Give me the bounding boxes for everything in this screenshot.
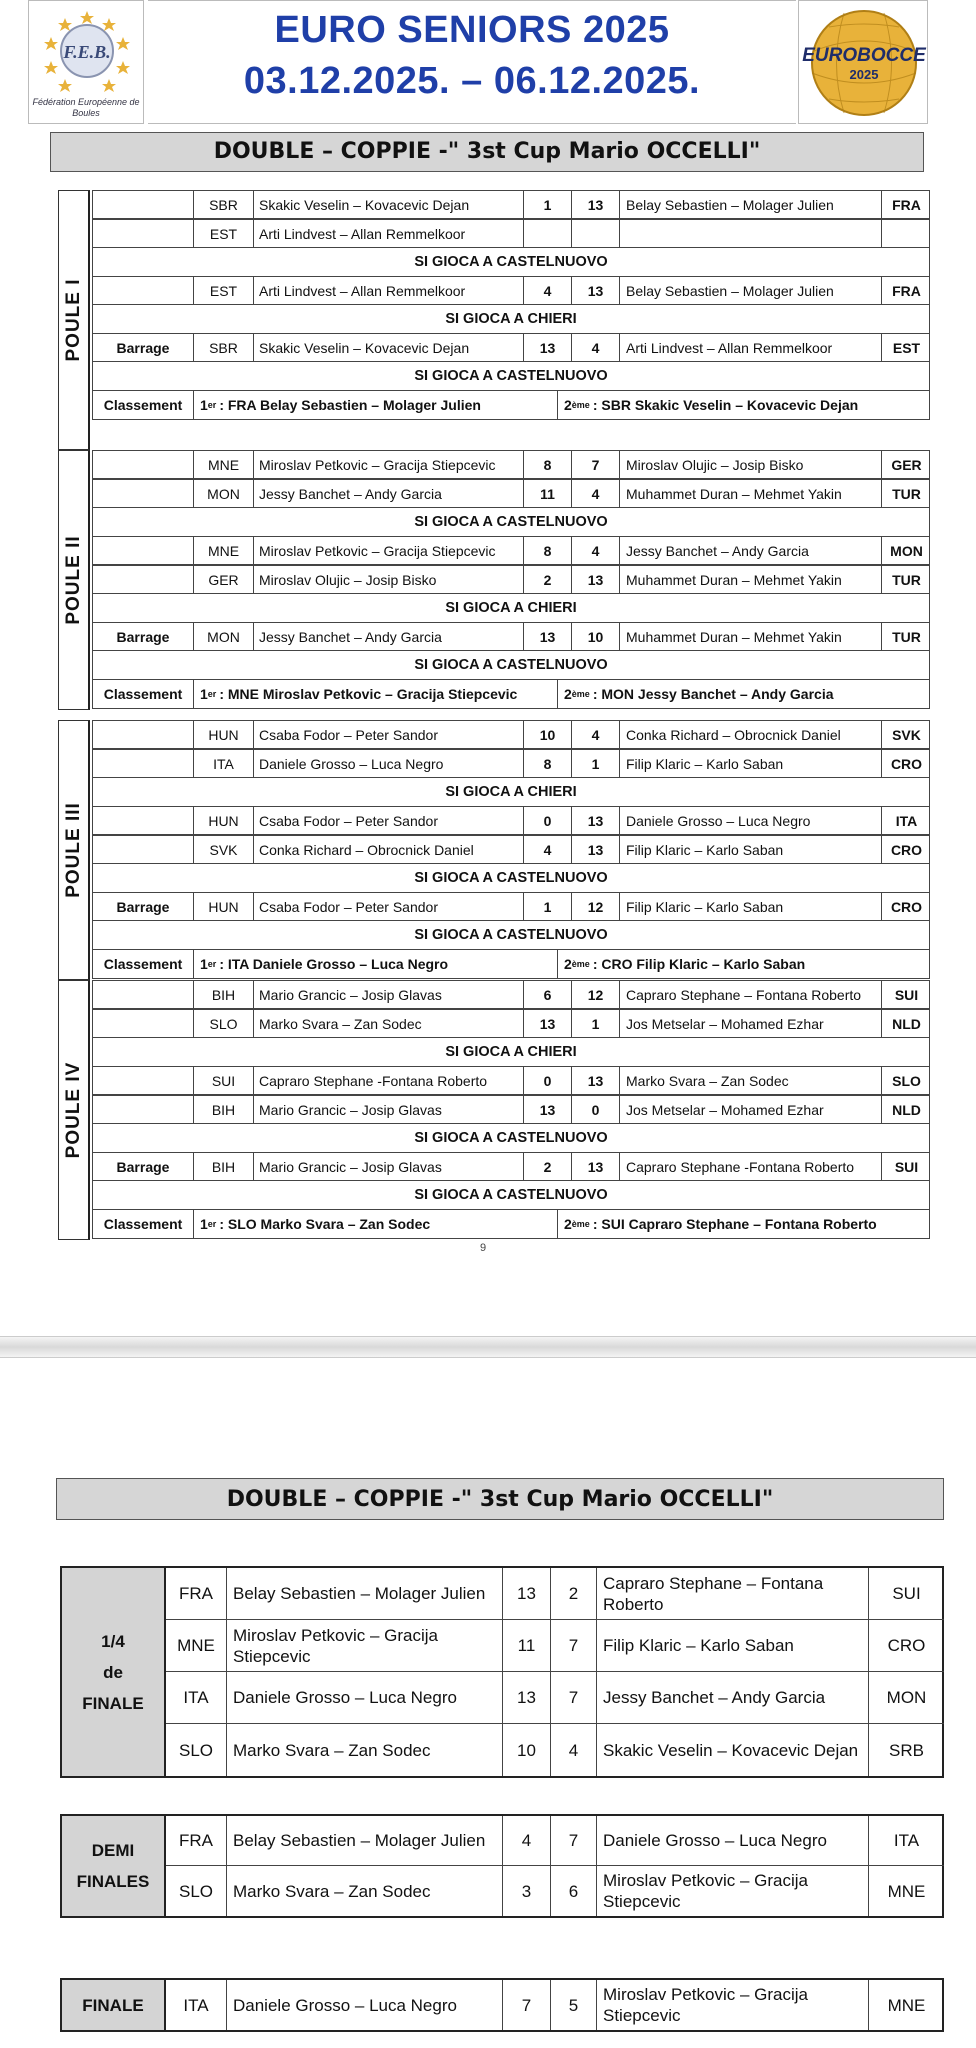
team-code: ITA: [183, 1995, 209, 2015]
team-code: SBR: [193, 334, 253, 361]
stage-label: [62, 1980, 166, 2030]
barrage-label: Barrage: [116, 339, 170, 356]
team-code: SLO: [193, 1010, 253, 1037]
classement-row: [92, 390, 930, 420]
score-right: 10: [571, 623, 619, 650]
rank-number: 1: [200, 686, 208, 702]
score-left: 10: [523, 721, 571, 748]
pair-name: Belay Sebastien – Molager Julien: [226, 1568, 502, 1619]
team-code: HUN: [193, 721, 253, 748]
opponent-team-code: CRO: [881, 750, 931, 777]
rank-number: 1: [200, 956, 208, 972]
semi-final-table: [60, 1814, 944, 1918]
venue-note: SI GIOCA A CHIERI: [92, 778, 930, 806]
classement-label: Classement: [103, 956, 183, 972]
opponent-pair-name: Capraro Stephane – Fontana Roberto: [619, 981, 881, 1008]
team-code: MON: [193, 480, 253, 507]
venue-note: SI GIOCA A CHIERI: [92, 1038, 930, 1066]
score-left: 11: [502, 1620, 550, 1671]
poule-block: [58, 720, 930, 982]
score-left: 10: [502, 1724, 550, 1776]
opponent-team-code: MNE: [868, 1980, 944, 2030]
score-left: 13: [502, 1568, 550, 1619]
document-header: [28, 0, 974, 126]
pair-name: Conka Richard – Obrocnick Daniel: [253, 836, 523, 863]
opponent-pair-name: Filip Klaric – Karlo Saban: [619, 836, 881, 863]
opponent-team-code: ITA: [868, 1816, 944, 1865]
score-left: 7: [502, 1980, 550, 2030]
score-left: 0: [523, 807, 571, 834]
page-separator: [0, 1336, 976, 1358]
poule-label: [58, 450, 90, 710]
match-row: [92, 1009, 930, 1038]
poule-block: [58, 450, 930, 712]
opponent-pair-name: Conka Richard – Obrocnick Daniel: [619, 721, 881, 748]
stage-label-text: [77, 1835, 150, 1897]
poule-name: POULE III: [62, 802, 84, 898]
pair-name: Arti Lindvest – Allan Remmelkoor: [253, 277, 523, 304]
classement-first: [193, 680, 557, 708]
stage-label-line: DEMI: [91, 1841, 135, 1860]
classement-row: [92, 949, 930, 979]
team-code: SUI: [193, 1067, 253, 1094]
score-right: 5: [550, 1980, 596, 2030]
feb-emblem-icon: [29, 1, 145, 97]
opponent-pair-name: Miroslav Petkovic – Gracija Stiepcevic: [596, 1980, 868, 2030]
final-match-row: [166, 1620, 944, 1672]
eurobocce-name-text: EUROBOCCE: [802, 45, 926, 66]
barrage-label: Barrage: [116, 898, 170, 915]
match-row: [92, 1152, 930, 1181]
opponent-team-code: SUI: [868, 1568, 944, 1619]
venue-note: SI GIOCA A CASTELNUOVO: [92, 1181, 930, 1209]
pair-name: Marko Svara – Zan Sodec: [253, 1010, 523, 1037]
poule-label: [58, 720, 90, 980]
quarter-final-table: [60, 1566, 944, 1778]
team-code: MON: [193, 623, 253, 650]
barrage-label: Barrage: [116, 628, 170, 645]
poule-name: POULE I: [62, 278, 84, 362]
stage-label: [62, 1816, 166, 1916]
match-row: [92, 622, 930, 651]
score-right: 1: [571, 1010, 619, 1037]
opponent-pair-name: Jos Metselar – Mohamed Ezhar: [619, 1010, 881, 1037]
pair-name: Daniele Grosso – Luca Negro: [253, 750, 523, 777]
pair-name: Arti Lindvest – Allan Remmelkoor: [253, 220, 523, 247]
score-right: 6: [550, 1866, 596, 1916]
classement-second: [557, 950, 931, 978]
match-row: [92, 276, 930, 305]
opponent-pair-name: Miroslav Olujic – Josip Bisko: [619, 451, 881, 478]
classement-label: Classement: [103, 397, 183, 413]
stage-label-text: [82, 1626, 143, 1719]
match-row: [92, 479, 930, 508]
opponent-pair-name: Belay Sebastien – Molager Julien: [619, 277, 881, 304]
team-code: SBR: [193, 191, 253, 218]
opponent-team-code: MNE: [868, 1866, 944, 1916]
rank-suffix: ème: [571, 400, 590, 410]
opponent-pair-name: Filip Klaric – Karlo Saban: [619, 750, 881, 777]
rank-number: 1: [200, 1216, 208, 1232]
opponent-team-code: SRB: [868, 1724, 944, 1776]
final-match-row: [166, 1724, 944, 1776]
first-place-team: : FRA Belay Sebastien – Molager Julien: [219, 397, 481, 413]
opponent-pair-name: Jessy Banchet – Andy Garcia: [619, 537, 881, 564]
pair-name: Skakic Veselin – Kovacevic Dejan: [253, 191, 523, 218]
opponent-team-code: SUI: [881, 981, 931, 1008]
score-left: 2: [523, 1153, 571, 1180]
pair-name: Skakic Veselin – Kovacevic Dejan: [253, 334, 523, 361]
opponent-team-code: MON: [881, 537, 931, 564]
team-code: ITA: [183, 1688, 209, 1707]
poule-name: POULE IV: [62, 1061, 84, 1159]
opponent-team-code: SLO: [881, 1067, 931, 1094]
opponent-pair-name: Miroslav Petkovic – Gracija Stiepcevic: [596, 1866, 868, 1916]
opponent-team-code: CRO: [868, 1620, 944, 1671]
classement-row: [92, 1209, 930, 1239]
match-row: [92, 980, 930, 1009]
score-right: 7: [550, 1672, 596, 1723]
classement-label: Classement: [103, 1216, 183, 1232]
opponent-pair-name: Jos Metselar – Mohamed Ezhar: [619, 1096, 881, 1123]
rank-number: 2: [564, 956, 572, 972]
stage-label-line: FINALE: [82, 1693, 144, 1713]
stage-label-line: FINALE: [82, 1995, 144, 2015]
rank-suffix: ème: [571, 959, 590, 969]
match-row: [92, 333, 930, 362]
score-right: 4: [571, 537, 619, 564]
opponent-team-code: TUR: [881, 480, 931, 507]
classement-first: [193, 1210, 557, 1238]
opponent-pair-name: Filip Klaric – Karlo Saban: [596, 1620, 868, 1671]
rank-suffix: ème: [571, 689, 590, 699]
classement-second: [557, 1210, 931, 1238]
first-place-team: : ITA Daniele Grosso – Luca Negro: [219, 956, 449, 972]
team-code: HUN: [193, 893, 253, 920]
score-left: 4: [523, 277, 571, 304]
opponent-team-code: EST: [881, 334, 931, 361]
pair-name: Daniele Grosso – Luca Negro: [226, 1980, 502, 2030]
final-match-row: [166, 1816, 944, 1866]
event-title-block: [148, 0, 796, 124]
second-place-team: : CRO Filip Klaric – Karlo Saban: [592, 956, 806, 972]
final-match-row: [166, 1866, 944, 1916]
feb-caption: Fédération Européenne de Boules: [32, 97, 140, 118]
poule-label: [58, 190, 90, 450]
score-right: 13: [571, 836, 619, 863]
team-code: FRA: [179, 1831, 213, 1850]
opponent-team-code: GER: [881, 451, 931, 478]
pair-name: Miroslav Petkovic – Gracija Stiepcevic: [253, 537, 523, 564]
opponent-team-code: TUR: [881, 566, 931, 593]
rank-suffix: er: [207, 689, 217, 699]
score-right: 13: [571, 1153, 619, 1180]
venue-note: SI GIOCA A CASTELNUOVO: [92, 248, 930, 276]
score-left: 8: [523, 451, 571, 478]
stage-label-line: de: [103, 1662, 123, 1682]
team-code: FRA: [179, 1584, 213, 1603]
score-right: 13: [571, 1067, 619, 1094]
classement-label: Classement: [103, 686, 183, 702]
team-code: MNE: [193, 537, 253, 564]
pair-name: Csaba Fodor – Peter Sandor: [253, 721, 523, 748]
rank-number: 2: [564, 1216, 572, 1232]
feb-logo: [28, 0, 144, 124]
team-code: BIH: [193, 1096, 253, 1123]
final-match-row: [166, 1672, 944, 1724]
score-right: 7: [571, 451, 619, 478]
second-place-team: : MON Jessy Banchet – Andy Garcia: [592, 686, 834, 702]
opponent-team-code: SVK: [881, 721, 931, 748]
score-right: [571, 220, 619, 247]
opponent-pair-name: [619, 220, 881, 247]
second-place-team: : SUI Capraro Stephane – Fontana Roberto: [592, 1216, 877, 1232]
rank-number: 2: [564, 686, 572, 702]
opponent-pair-name: Muhammet Duran – Mehmet Yakin: [619, 566, 881, 593]
match-row: [92, 450, 930, 479]
venue-note: SI GIOCA A CASTELNUOVO: [92, 921, 930, 949]
rank-suffix: ème: [571, 1219, 590, 1229]
pair-name: Csaba Fodor – Peter Sandor: [253, 893, 523, 920]
score-right: 13: [571, 277, 619, 304]
team-code: ITA: [193, 750, 253, 777]
pair-name: Mario Grancic – Josip Glavas: [253, 1096, 523, 1123]
score-left: 4: [502, 1816, 550, 1865]
final-match-row: [166, 1980, 944, 2030]
pair-name: Belay Sebastien – Molager Julien: [226, 1816, 502, 1865]
pair-name: Mario Grancic – Josip Glavas: [253, 1153, 523, 1180]
match-row: [92, 536, 930, 565]
score-right: 13: [571, 807, 619, 834]
feb-abbrev-text: F.E.B.: [63, 42, 111, 62]
first-place-team: : SLO Marko Svara – Zan Sodec: [219, 1216, 431, 1232]
classement-second: [557, 391, 931, 419]
opponent-pair-name: Muhammet Duran – Mehmet Yakin: [619, 480, 881, 507]
score-right: 13: [571, 191, 619, 218]
team-code: EST: [193, 277, 253, 304]
match-row: [92, 219, 930, 248]
score-right: 4: [571, 334, 619, 361]
opponent-pair-name: Filip Klaric – Karlo Saban: [619, 893, 881, 920]
score-left: 13: [523, 1010, 571, 1037]
team-code: MNE: [177, 1636, 215, 1655]
second-place-team: : SBR Skakic Veselin – Kovacevic Dejan: [592, 397, 859, 413]
score-right: 1: [571, 750, 619, 777]
poule-name: POULE II: [62, 535, 84, 625]
venue-note: SI GIOCA A CHIERI: [92, 305, 930, 333]
stage-label: [62, 1568, 166, 1776]
barrage-label: Barrage: [116, 1158, 170, 1175]
match-row: [92, 749, 930, 778]
stage-label-line: 1/4: [101, 1631, 125, 1651]
eurobocce-year-text: 2025: [849, 67, 879, 82]
opponent-pair-name: Daniele Grosso – Luca Negro: [619, 807, 881, 834]
opponent-team-code: NLD: [881, 1010, 931, 1037]
score-left: 4: [523, 836, 571, 863]
team-code: SVK: [193, 836, 253, 863]
score-left: 13: [523, 1096, 571, 1123]
page-number: 9: [480, 1242, 487, 1254]
opponent-pair-name: Muhammet Duran – Mehmet Yakin: [619, 623, 881, 650]
opponent-pair-name: Marko Svara – Zan Sodec: [619, 1067, 881, 1094]
team-code: HUN: [193, 807, 253, 834]
team-code: EST: [193, 220, 253, 247]
section-title-banner: DOUBLE – COPPIE -" 3st Cup Mario OCCELLI": [50, 132, 924, 172]
rank-number: 2: [564, 397, 572, 413]
score-left: 0: [523, 1067, 571, 1094]
score-left: 1: [523, 191, 571, 218]
venue-note: SI GIOCA A CASTELNUOVO: [92, 508, 930, 536]
score-left: 11: [523, 480, 571, 507]
opponent-team-code: SUI: [881, 1153, 931, 1180]
eurobocce-ball-icon: [799, 1, 929, 125]
classement-second: [557, 680, 931, 708]
pair-name: Capraro Stephane -Fontana Roberto: [253, 1067, 523, 1094]
score-left: 13: [523, 334, 571, 361]
score-right: 4: [571, 721, 619, 748]
score-left: 8: [523, 750, 571, 777]
score-right: 2: [550, 1568, 596, 1619]
score-right: 12: [571, 981, 619, 1008]
opponent-pair-name: Daniele Grosso – Luca Negro: [596, 1816, 868, 1865]
score-left: 1: [523, 893, 571, 920]
classement-first: [193, 950, 557, 978]
opponent-team-code: CRO: [881, 893, 931, 920]
pair-name: Csaba Fodor – Peter Sandor: [253, 807, 523, 834]
score-left: 6: [523, 981, 571, 1008]
poule-block: [58, 190, 930, 452]
team-code: BIH: [193, 1153, 253, 1180]
pair-name: Miroslav Petkovic – Gracija Stiepcevic: [253, 451, 523, 478]
opponent-team-code: NLD: [881, 1096, 931, 1123]
classement-first: [193, 391, 557, 419]
final-match-row: [166, 1568, 944, 1620]
opponent-team-code: MON: [868, 1672, 944, 1723]
stage-label-text: [82, 1990, 143, 2021]
team-code: GER: [193, 566, 253, 593]
opponent-pair-name: Capraro Stephane -Fontana Roberto: [619, 1153, 881, 1180]
opponent-pair-name: Skakic Veselin – Kovacevic Dejan: [596, 1724, 868, 1776]
first-place-team: : MNE Miroslav Petkovic – Gracija Stiepcevic: [219, 686, 518, 702]
pair-name: Jessy Banchet – Andy Garcia: [253, 623, 523, 650]
match-row: [92, 806, 930, 835]
score-left: 2: [523, 566, 571, 593]
score-left: 13: [523, 623, 571, 650]
score-left: 3: [502, 1866, 550, 1916]
eurobocce-logo: [798, 0, 928, 124]
pair-name: Jessy Banchet – Andy Garcia: [253, 480, 523, 507]
opponent-pair-name: Belay Sebastien – Molager Julien: [619, 191, 881, 218]
opponent-team-code: ITA: [881, 807, 931, 834]
rank-number: 1: [200, 397, 208, 413]
stage-label-line: FINALES: [76, 1872, 150, 1891]
opponent-team-code: TUR: [881, 623, 931, 650]
opponent-team-code: FRA: [881, 191, 931, 218]
classement-row: [92, 679, 930, 709]
rank-suffix: er: [207, 400, 217, 410]
team-code: SLO: [178, 1881, 214, 1901]
opponent-pair-name: Arti Lindvest – Allan Remmelkoor: [619, 334, 881, 361]
poule-block: [58, 980, 930, 1242]
score-right: 12: [571, 893, 619, 920]
opponent-team-code: [881, 220, 931, 247]
event-dates: 03.12.2025. – 06.12.2025.: [243, 60, 701, 102]
pair-name: Marko Svara – Zan Sodec: [226, 1724, 502, 1776]
final-table: [60, 1978, 944, 2032]
rank-suffix: er: [207, 959, 217, 969]
score-right: 13: [571, 566, 619, 593]
pair-name: Miroslav Petkovic – Gracija Stiepcevic: [226, 1620, 502, 1671]
poule-label: [58, 980, 90, 1240]
match-row: [92, 1066, 930, 1095]
team-code: MNE: [193, 451, 253, 478]
team-code: SLO: [178, 1740, 214, 1760]
score-right: 4: [550, 1724, 596, 1776]
venue-note: SI GIOCA A CASTELNUOVO: [92, 1124, 930, 1152]
score-right: 4: [571, 480, 619, 507]
match-row: [92, 1095, 930, 1124]
rank-suffix: er: [207, 1219, 217, 1229]
section-title-banner-2: DOUBLE – COPPIE -" 3st Cup Mario OCCELLI": [56, 1478, 944, 1520]
match-row: [92, 835, 930, 864]
match-row: [92, 720, 930, 749]
match-row: [92, 565, 930, 594]
venue-note: SI GIOCA A CASTELNUOVO: [92, 651, 930, 679]
opponent-team-code: CRO: [881, 836, 931, 863]
opponent-pair-name: Jessy Banchet – Andy Garcia: [596, 1672, 868, 1723]
pair-name: Marko Svara – Zan Sodec: [226, 1866, 502, 1916]
score-right: 0: [571, 1096, 619, 1123]
score-left: 13: [502, 1672, 550, 1723]
score-left: [523, 220, 571, 247]
venue-note: SI GIOCA A CASTELNUOVO: [92, 362, 930, 390]
opponent-team-code: FRA: [881, 277, 931, 304]
score-left: 8: [523, 537, 571, 564]
venue-note: SI GIOCA A CHIERI: [92, 594, 930, 622]
pair-name: Miroslav Olujic – Josip Bisko: [253, 566, 523, 593]
score-right: 7: [550, 1620, 596, 1671]
opponent-pair-name: Capraro Stephane – Fontana Roberto: [596, 1568, 868, 1619]
team-code: BIH: [193, 981, 253, 1008]
pair-name: Mario Grancic – Josip Glavas: [253, 981, 523, 1008]
event-title: EURO SENIORS 2025: [274, 9, 670, 51]
match-row: [92, 892, 930, 921]
score-right: 7: [550, 1816, 596, 1865]
pair-name: Daniele Grosso – Luca Negro: [226, 1672, 502, 1723]
match-row: [92, 190, 930, 219]
venue-note: SI GIOCA A CASTELNUOVO: [92, 864, 930, 892]
